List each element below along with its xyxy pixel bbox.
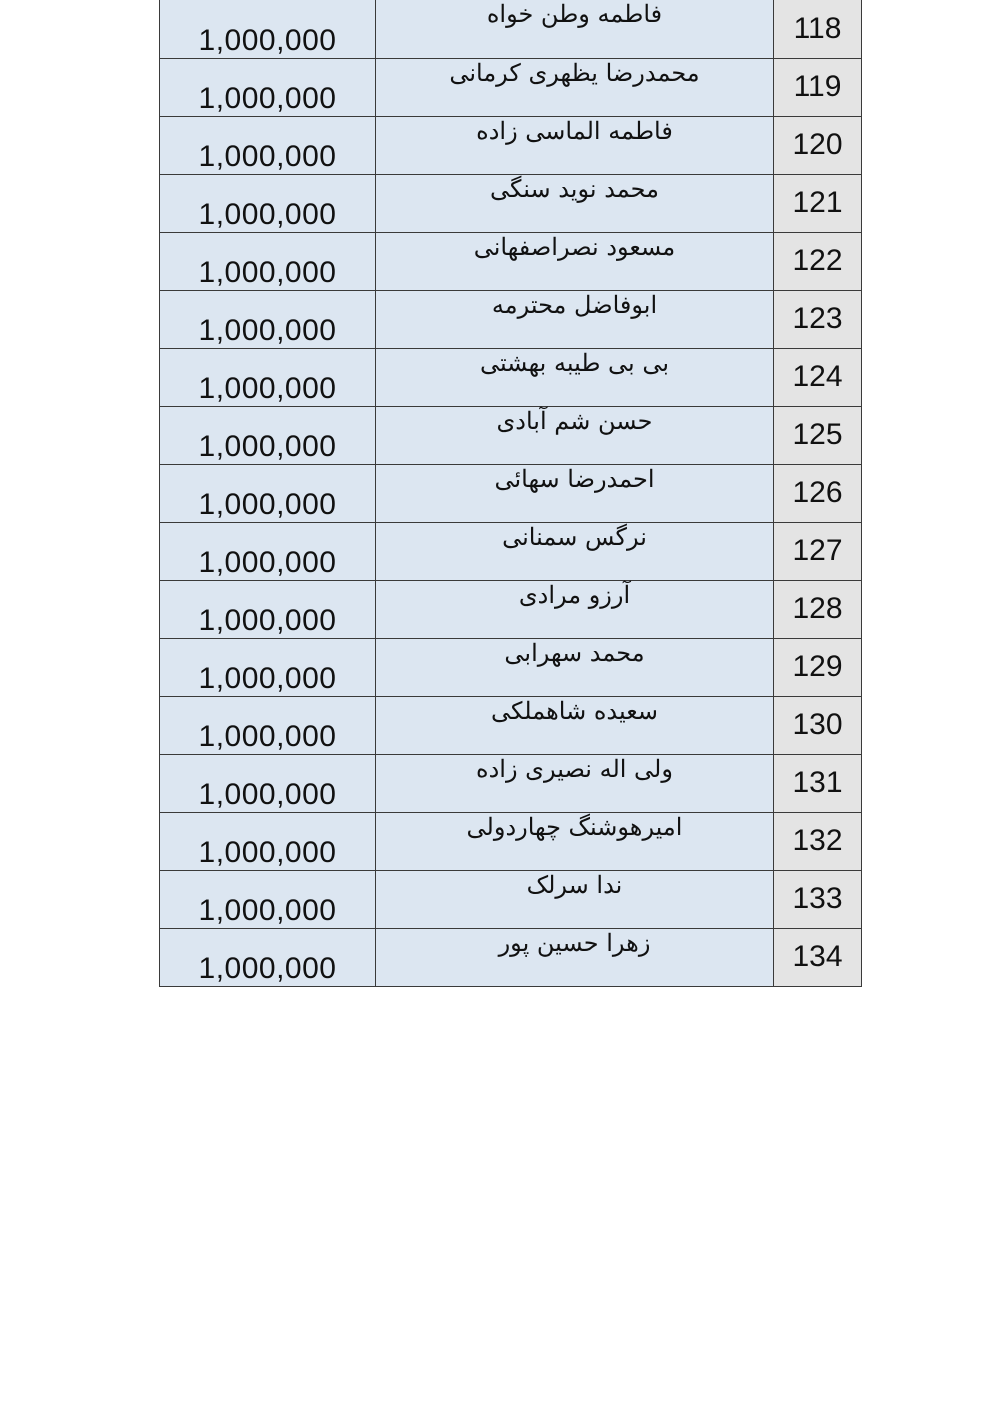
name-cell: مسعود نصراصفهانی bbox=[376, 232, 774, 290]
table-row bbox=[160, 812, 862, 870]
table-row bbox=[160, 580, 862, 638]
row-number-cell: 118 bbox=[774, 0, 862, 58]
amount-cell: 1,000,000 bbox=[160, 348, 376, 406]
name-cell: ابوفاضل محترمه bbox=[376, 290, 774, 348]
row-number-cell: 127 bbox=[774, 522, 862, 580]
name-cell: حسن شم آبادی bbox=[376, 406, 774, 464]
table-row bbox=[160, 406, 862, 464]
table-row bbox=[160, 870, 862, 928]
name-cell: امیرهوشنگ چهاردولی bbox=[376, 812, 774, 870]
amount-cell: 1,000,000 bbox=[160, 580, 376, 638]
amount-cell: 1,000,000 bbox=[160, 116, 376, 174]
name-cell: محمد نوید سنگی bbox=[376, 174, 774, 232]
payment-table bbox=[159, 0, 862, 987]
amount-cell: 1,000,000 bbox=[160, 812, 376, 870]
amount-cell: 1,000,000 bbox=[160, 232, 376, 290]
amount-cell: 1,000,000 bbox=[160, 754, 376, 812]
table-row bbox=[160, 116, 862, 174]
table-row bbox=[160, 754, 862, 812]
amount-cell: 1,000,000 bbox=[160, 174, 376, 232]
table-row bbox=[160, 696, 862, 754]
row-number-cell: 132 bbox=[774, 812, 862, 870]
name-cell: ندا سرلک bbox=[376, 870, 774, 928]
row-number-cell: 120 bbox=[774, 116, 862, 174]
row-number-cell: 119 bbox=[774, 58, 862, 116]
table-body bbox=[160, 0, 862, 986]
row-number-cell: 133 bbox=[774, 870, 862, 928]
amount-cell: 1,000,000 bbox=[160, 58, 376, 116]
table-row bbox=[160, 522, 862, 580]
name-cell: نرگس سمنانی bbox=[376, 522, 774, 580]
row-number-cell: 128 bbox=[774, 580, 862, 638]
name-cell: احمدرضا سهائی bbox=[376, 464, 774, 522]
name-cell: بی بی طیبه بهشتی bbox=[376, 348, 774, 406]
name-cell: ولی اله نصیری زاده bbox=[376, 754, 774, 812]
row-number-cell: 130 bbox=[774, 696, 862, 754]
table-row bbox=[160, 290, 862, 348]
name-cell: فاطمه وطن خواه bbox=[376, 0, 774, 58]
row-number-cell: 126 bbox=[774, 464, 862, 522]
amount-cell: 1,000,000 bbox=[160, 696, 376, 754]
amount-cell: 1,000,000 bbox=[160, 290, 376, 348]
amount-cell: 1,000,000 bbox=[160, 870, 376, 928]
name-cell: زهرا حسین پور bbox=[376, 928, 774, 986]
table-row bbox=[160, 58, 862, 116]
amount-cell: 1,000,000 bbox=[160, 522, 376, 580]
name-cell: آرزو مرادی bbox=[376, 580, 774, 638]
table-row bbox=[160, 928, 862, 986]
name-cell: سعیده شاهملکی bbox=[376, 696, 774, 754]
row-number-cell: 125 bbox=[774, 406, 862, 464]
table-row bbox=[160, 174, 862, 232]
table-row bbox=[160, 348, 862, 406]
name-cell: فاطمه الماسی زاده bbox=[376, 116, 774, 174]
table-row bbox=[160, 638, 862, 696]
table-row bbox=[160, 0, 862, 58]
table-row bbox=[160, 232, 862, 290]
row-number-cell: 121 bbox=[774, 174, 862, 232]
row-number-cell: 129 bbox=[774, 638, 862, 696]
table-row bbox=[160, 464, 862, 522]
amount-cell: 1,000,000 bbox=[160, 0, 376, 58]
amount-cell: 1,000,000 bbox=[160, 928, 376, 986]
amount-cell: 1,000,000 bbox=[160, 638, 376, 696]
amount-cell: 1,000,000 bbox=[160, 406, 376, 464]
name-cell: محمدرضا یظهری کرمانی bbox=[376, 58, 774, 116]
amount-cell: 1,000,000 bbox=[160, 464, 376, 522]
name-cell: محمد سهرابی bbox=[376, 638, 774, 696]
row-number-cell: 134 bbox=[774, 928, 862, 986]
row-number-cell: 131 bbox=[774, 754, 862, 812]
row-number-cell: 124 bbox=[774, 348, 862, 406]
row-number-cell: 123 bbox=[774, 290, 862, 348]
row-number-cell: 122 bbox=[774, 232, 862, 290]
